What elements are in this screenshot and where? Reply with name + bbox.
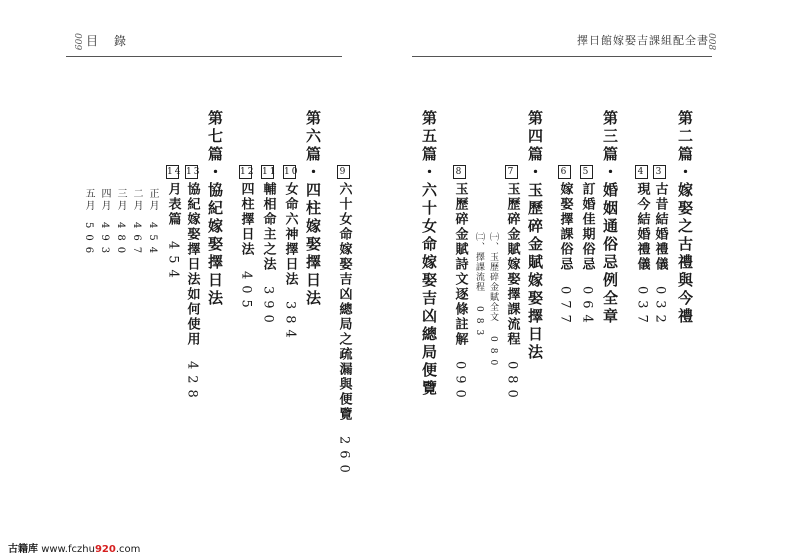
- entry-number-box: 4: [635, 165, 648, 179]
- entry-page-number: 090: [452, 361, 468, 404]
- entry-page-number: 260: [336, 436, 352, 479]
- entry-title: 第七篇・協紀嫁娶擇日法: [206, 110, 224, 308]
- toc-section: [207, 110, 222, 308]
- entry-title: 月表篇: [165, 182, 181, 227]
- entry-title: 五月: [83, 188, 94, 212]
- entry-title: ㈠、玉歷碎金賦全文: [488, 232, 498, 322]
- entry-page-number: 032: [652, 286, 668, 329]
- entry-page-number: 083: [474, 306, 484, 342]
- toc-month[interactable]: [83, 188, 93, 259]
- entry-title: 二月: [131, 188, 142, 212]
- toc-section: [602, 110, 617, 326]
- entry-title: 第四篇・玉歷碎金賦嫁娶擇日法: [526, 110, 544, 362]
- toc-item[interactable]: [337, 165, 351, 479]
- toc-month[interactable]: [131, 188, 141, 259]
- site-footer: [8, 540, 140, 555]
- toc-sub[interactable]: [474, 232, 483, 341]
- entry-title: ㈡、擇課流程: [474, 232, 484, 292]
- left-page-number: 009: [72, 33, 82, 51]
- toc-item[interactable]: [635, 165, 649, 329]
- right-page-title: 擇日館嫁娶吉課組配全書: [577, 34, 709, 47]
- entry-page-number: 037: [634, 286, 650, 329]
- entry-title: 六十女命嫁娶吉凶總局之疏漏與便覽: [336, 182, 352, 422]
- entry-number-box: 9: [337, 165, 350, 179]
- toc-item[interactable]: [558, 165, 572, 329]
- toc-item[interactable]: [282, 165, 300, 344]
- entry-title: 輔相命主之法: [260, 182, 276, 272]
- entry-number-box: 10: [284, 167, 300, 177]
- entry-page-number: 454: [147, 222, 158, 260]
- toc-item[interactable]: [238, 165, 256, 314]
- entry-title: 四柱擇日法: [238, 182, 254, 257]
- site-url-suffix[interactable]: .com: [115, 544, 141, 555]
- entry-number-box: 12: [240, 167, 256, 177]
- entry-title: 玉歷碎金賦詩文逐條註解: [452, 182, 468, 347]
- left-page-title: 目 錄: [86, 34, 129, 48]
- entry-title: 第五篇・六十女命嫁娶吉凶總局便覽: [420, 110, 438, 398]
- toc-month[interactable]: [147, 188, 157, 259]
- entry-page-number: 467: [131, 222, 142, 260]
- entry-title: 女命六神擇日法: [282, 182, 298, 287]
- toc-section: [677, 110, 692, 326]
- site-url-highlight[interactable]: 920: [94, 544, 116, 555]
- toc-sub[interactable]: [488, 232, 497, 371]
- entry-number-box: 3: [653, 165, 666, 179]
- toc-item[interactable]: [184, 165, 202, 404]
- toc-item[interactable]: [165, 165, 183, 284]
- left-header-rule: [66, 56, 342, 57]
- entry-page-number: 064: [579, 286, 595, 329]
- toc-item[interactable]: [653, 165, 667, 329]
- entry-number-box: 14: [167, 167, 183, 177]
- entry-page-number: 506: [83, 222, 94, 260]
- toc-item[interactable]: [580, 165, 594, 329]
- entry-page-number: 080: [504, 361, 520, 404]
- toc-item[interactable]: [505, 165, 519, 404]
- toc-section: [527, 110, 542, 362]
- entry-number-box: 13: [186, 167, 202, 177]
- entry-title: 玉歷碎金賦嫁娶擇課流程: [504, 182, 520, 347]
- entry-number-box: 6: [558, 165, 571, 179]
- entry-page-number: 480: [115, 222, 126, 260]
- entry-title: 四月: [99, 188, 110, 212]
- site-label: 古籍库: [8, 544, 38, 555]
- right-page-number: 008: [706, 33, 716, 51]
- entry-title: 正月: [147, 188, 158, 212]
- entry-page-number: 493: [99, 222, 110, 260]
- entry-title: 訂婚佳期俗忌: [579, 182, 595, 272]
- toc-month[interactable]: [115, 188, 125, 259]
- site-url-prefix[interactable]: www.fczhu: [41, 544, 95, 555]
- entry-page-number: 390: [260, 286, 276, 329]
- entry-title: 嫁娶擇課俗忌: [557, 182, 573, 272]
- toc-section: [421, 110, 436, 398]
- toc-section: [305, 110, 320, 308]
- entry-number-box: 8: [453, 165, 466, 179]
- right-header-rule: [412, 56, 712, 57]
- entry-number-box: 11: [262, 167, 278, 177]
- entry-title: 第三篇・婚姻通俗忌例全章: [601, 110, 619, 326]
- entry-page-number: 454: [165, 241, 181, 284]
- entry-page-number: 080: [488, 336, 498, 372]
- entry-title: 三月: [115, 188, 126, 212]
- entry-title: 現今結婚禮儀: [634, 182, 650, 272]
- toc-item[interactable]: [453, 165, 467, 404]
- entry-title: 古昔結婚禮儀: [652, 182, 668, 272]
- entry-page-number: 077: [557, 286, 573, 329]
- toc-item[interactable]: [260, 165, 278, 329]
- entry-title: 第六篇・四柱嫁娶擇日法: [304, 110, 322, 308]
- entry-number-box: 7: [505, 165, 518, 179]
- entry-page-number: 428: [184, 361, 200, 404]
- entry-title: 第二篇・嫁娶之古禮與今禮: [676, 110, 694, 326]
- entry-page-number: 384: [282, 301, 298, 344]
- entry-title: 協紀嫁娶擇日法如何使用: [184, 182, 200, 347]
- entry-number-box: 5: [580, 165, 593, 179]
- toc-month[interactable]: [99, 188, 109, 259]
- entry-page-number: 405: [238, 271, 254, 314]
